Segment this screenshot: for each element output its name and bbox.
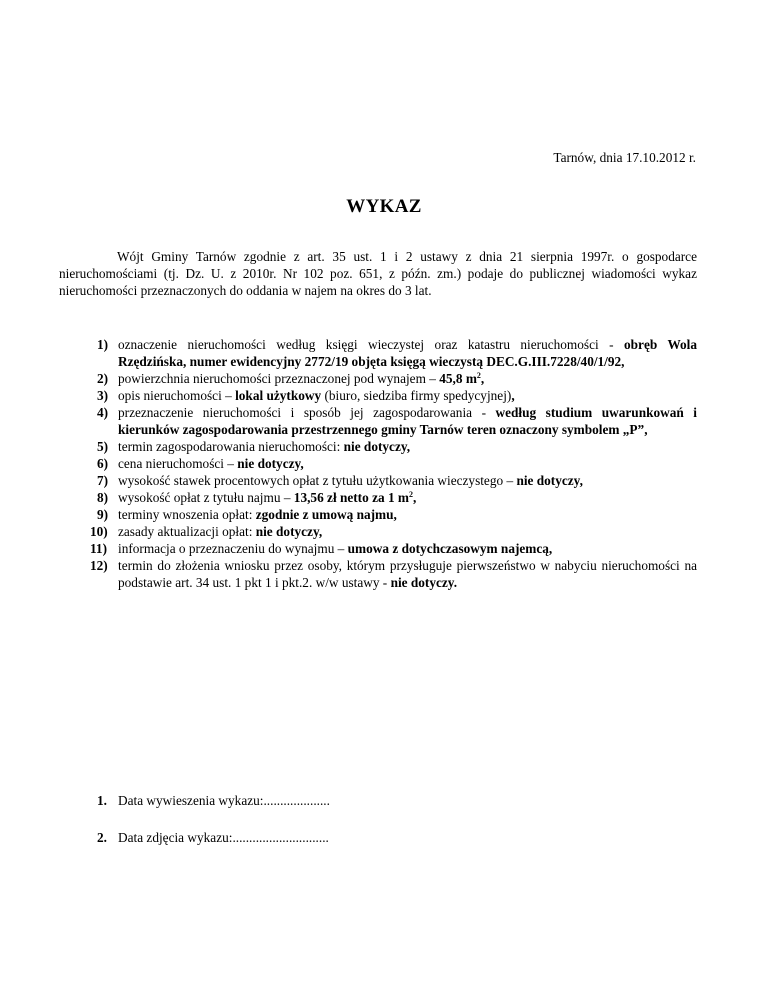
footer-item-removal-date bbox=[59, 829, 697, 846]
list-item bbox=[59, 540, 697, 557]
item-superscript: 2 bbox=[476, 371, 481, 380]
item-number: 4) bbox=[97, 405, 109, 420]
item-text: zasady aktualizacji opłat: bbox=[118, 524, 256, 539]
item-value-suffix: , bbox=[413, 490, 417, 505]
item-text: przeznaczenie nieruchomości i sposób jej zagospodarowania - bbox=[118, 405, 496, 420]
item-number: 12) bbox=[90, 558, 108, 573]
item-text: termin do złożenia wniosku przez osoby, którym przysługuje pierwszeństwo w nabyciu nieruchomości na podstawie art. 34 ust. 1 pkt 1 i pkt.2. w/w ustawy - bbox=[118, 558, 697, 590]
item-text: cena nieruchomości – bbox=[118, 456, 238, 471]
list-item bbox=[59, 557, 697, 591]
item-value: nie dotyczy, bbox=[516, 473, 583, 488]
list-item bbox=[59, 455, 697, 472]
list-item bbox=[59, 523, 697, 540]
item-number: 5) bbox=[97, 439, 109, 454]
item-value: zgodnie z umową najmu, bbox=[255, 507, 397, 522]
item-number: 1) bbox=[97, 337, 109, 352]
item-superscript: 2 bbox=[409, 490, 414, 499]
date-line: Tarnów, dnia 17.10.2012 r. bbox=[553, 150, 696, 165]
item-value: umowa z dotychczasowym najemcą, bbox=[347, 541, 553, 556]
footer-item-posting-date bbox=[59, 792, 697, 809]
item-text: terminy wnoszenia opłat: bbox=[118, 507, 256, 522]
item-text: wysokość stawek procentowych opłat z tytułu użytkowania wieczystego – bbox=[118, 473, 517, 488]
item-number: 2) bbox=[97, 371, 109, 386]
list-item bbox=[59, 404, 697, 438]
footer-item-text: Data wywieszenia wykazu:.................... bbox=[118, 793, 330, 808]
item-number: 6) bbox=[97, 456, 109, 471]
list-item bbox=[59, 438, 697, 455]
footer-item-number: 2. bbox=[97, 830, 107, 845]
list-item bbox=[59, 489, 697, 506]
item-list bbox=[59, 336, 697, 591]
item-value: nie dotyczy. bbox=[390, 575, 458, 590]
item-text-after: (biuro, siedziba firmy spedycyjnej) bbox=[321, 388, 512, 403]
item-value: 13,56 zł netto za 1 m bbox=[293, 490, 410, 505]
item-value: nie dotyczy, bbox=[255, 524, 323, 539]
item-text: termin zagospodarowania nieruchomości: bbox=[118, 439, 344, 454]
item-number: 3) bbox=[97, 388, 109, 403]
item-text: opis nieruchomości – bbox=[118, 388, 236, 403]
item-number: 9) bbox=[97, 507, 109, 522]
item-value: obręb Wola Rzędzińska, numer ewidencyjny 2772/19 objęta księgą wieczystą DEC.G.III.7228/40/1/92, bbox=[118, 337, 697, 369]
item-text: informacja o przeznaczeniu do wynajmu – bbox=[118, 541, 348, 556]
item-value: lokal użytkowy bbox=[235, 388, 322, 403]
list-item bbox=[59, 387, 697, 404]
document-title: WYKAZ bbox=[346, 196, 422, 217]
footer-item-text: Data zdjęcia wykazu:............................. bbox=[118, 830, 329, 845]
item-value-suffix: , bbox=[511, 388, 515, 403]
list-item bbox=[59, 506, 697, 523]
item-value: nie dotyczy, bbox=[343, 439, 411, 454]
intro-paragraph: Wójt Gminy Tarnów zgodnie z art. 35 ust. 1 i 2 ustawy z dnia 21 sierpnia 1997r. o gospodarce nieruchomościami (tj. Dz. U. z 2010r. Nr 102 poz. 651, z późn. zm.) podaje do publicznej wiadomości wykaz nieruchomości przeznaczonych do oddania w najem na okres do 3 lat. bbox=[59, 249, 697, 298]
item-text: oznaczenie nieruchomości według księgi wieczystej oraz katastru nieruchomości - bbox=[118, 337, 624, 352]
item-number: 11) bbox=[90, 541, 107, 556]
item-text: powierzchnia nieruchomości przeznaczonej pod wynajem – bbox=[118, 371, 440, 386]
footer-item-number: 1. bbox=[97, 793, 107, 808]
list-item bbox=[59, 370, 697, 387]
item-value-suffix: , bbox=[480, 371, 485, 386]
footer-list bbox=[59, 792, 697, 866]
item-value: nie dotyczy, bbox=[237, 456, 304, 471]
item-number: 10) bbox=[90, 524, 108, 539]
item-text: wysokość opłat z tytułu najmu – bbox=[118, 490, 294, 505]
item-number: 7) bbox=[97, 473, 109, 488]
item-value: 45,8 m bbox=[439, 371, 477, 386]
list-item bbox=[59, 472, 697, 489]
list-item bbox=[59, 336, 697, 370]
item-value: według studium uwarunkowań i kierunków zagospodarowania przestrzennego gminy Tarnów teren oznaczony symbolem „P”, bbox=[118, 405, 697, 437]
item-number: 8) bbox=[97, 490, 109, 505]
